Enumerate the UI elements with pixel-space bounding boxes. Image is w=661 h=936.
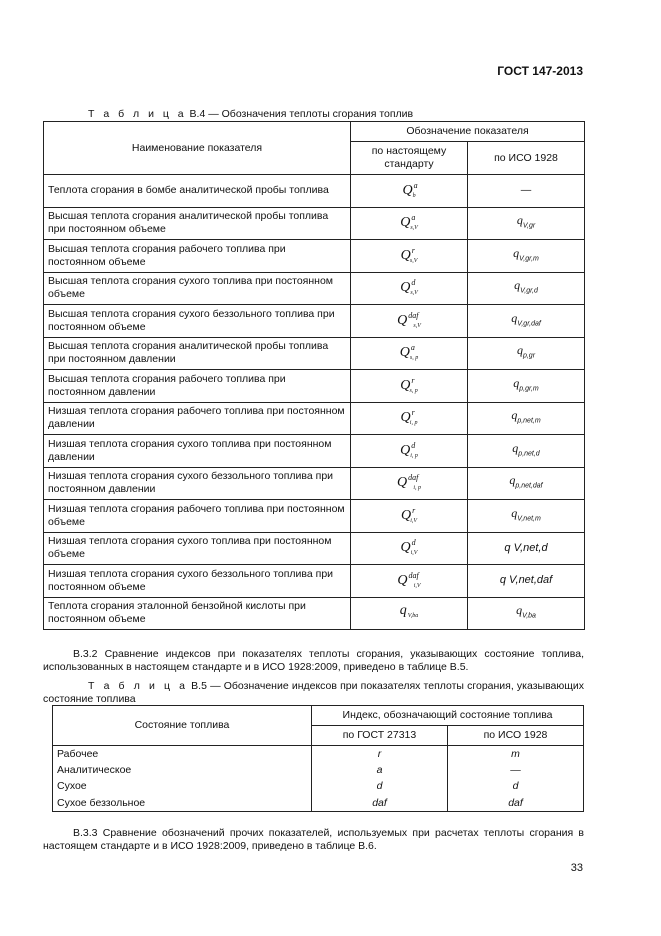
table-row <box>44 467 585 500</box>
row-state: Сухое <box>53 779 312 796</box>
table-row <box>44 240 585 273</box>
row-symbol-std: $Q^r_{i, p}$ <box>351 402 468 435</box>
row-symbol-std: $Q^r_{s,V}$ <box>351 240 468 273</box>
row-symbol-std: $Q^d_{i, p}$ <box>351 435 468 468</box>
table-row <box>44 402 585 435</box>
row-symbol-iso: $q_{V,gr,d}$ <box>468 272 585 305</box>
row-index-iso: m <box>448 746 584 763</box>
row-symbol-iso: q V,net,daf <box>468 565 585 598</box>
row-symbol-std: $Q^a_b$ <box>351 175 468 208</box>
document-code: ГОСТ 147-2013 <box>497 64 583 78</box>
paragraph-b32: В.3.2 Сравнение индексов при показателях теплоты сгорания, указывающих состояние топлива, использованных в настоящем стандарте и в ИСО 1928:2009, приведено в таблице В.5. <box>43 648 584 673</box>
row-symbol-std: $q_{V,ba}$ <box>351 597 468 630</box>
col-header-std: по настоящему стандарту <box>351 142 468 175</box>
row-index-gost: d <box>312 779 448 796</box>
col-header-iso1928: по ИСО 1928 <box>448 726 584 746</box>
row-symbol-std: $Q^a_{s, p}$ <box>351 337 468 370</box>
table-row <box>44 207 585 240</box>
table-row <box>53 795 584 812</box>
row-symbol-iso: $q_{V,ba}$ <box>468 597 585 630</box>
row-symbol-iso: $q_{V,gr,m}$ <box>468 240 585 273</box>
row-index-iso: — <box>448 762 584 779</box>
row-symbol-iso: q V,net,d <box>468 532 585 565</box>
row-name: Высшая теплота сгорания сухого беззольного топлива при постоянном объеме <box>44 305 351 338</box>
col-header-state: Состояние топлива <box>53 706 312 746</box>
table-b5-body <box>53 746 584 812</box>
row-index-iso: d <box>448 779 584 796</box>
col-header-group: Обозначение показателя <box>351 122 585 142</box>
row-symbol-iso: $q_{V,gr}$ <box>468 207 585 240</box>
paragraph-b33: В.3.3 Сравнение обозначений прочих показателей, используемых при расчетах теплоты сгорания в настоящем стандарте и в ИСО 1928:2009, приведено в таблице В.6. <box>43 827 584 852</box>
row-symbol-std: $Q^d_{i,V}$ <box>351 532 468 565</box>
table-row <box>44 272 585 305</box>
row-name: Высшая теплота сгорания аналитической пробы топлива при постоянном давлении <box>44 337 351 370</box>
table-row <box>53 779 584 796</box>
row-index-gost: r <box>312 746 448 763</box>
page-number: 33 <box>570 862 583 874</box>
row-symbol-std: $Q^a_{s,V}$ <box>351 207 468 240</box>
row-symbol-iso: $q_{V,gr,daf}$ <box>468 305 585 338</box>
row-name: Низшая теплота сгорания сухого топлива при постоянном давлении <box>44 435 351 468</box>
row-name: Высшая теплота сгорания сухого топлива при постоянном объеме <box>44 272 351 305</box>
table-b4-body <box>44 175 585 630</box>
row-symbol-std: $Q^r_{s, p}$ <box>351 370 468 403</box>
col-header-name: Наименование показателя <box>44 122 351 175</box>
table-row <box>44 370 585 403</box>
table-row <box>53 762 584 779</box>
table-b5 <box>52 705 584 812</box>
row-symbol-iso: $q_{p,gr}$ <box>468 337 585 370</box>
table-b4 <box>43 121 585 630</box>
table-b5-caption: Т а б л и ц а В.5 — Обозначение индексов при показателях теплоты сгорания, указывающих состояние топлива <box>43 680 584 705</box>
row-symbol-iso: $q_{p,net,m}$ <box>468 402 585 435</box>
table-row <box>44 175 585 208</box>
table-row <box>44 532 585 565</box>
row-name: Высшая теплота сгорания аналитической пробы топлива при постоянном объеме <box>44 207 351 240</box>
table-row <box>44 597 585 630</box>
row-state: Сухое беззольное <box>53 795 312 812</box>
table-row <box>53 746 584 763</box>
col-header-gost: по ГОСТ 27313 <box>312 726 448 746</box>
table-row <box>44 565 585 598</box>
row-symbol-std: $Q^{daf}_{i,V}$ <box>351 565 468 598</box>
row-name: Низшая теплота сгорания рабочего топлива при постоянном объеме <box>44 500 351 533</box>
col-header-index-group: Индекс, обозначающий состояние топлива <box>312 706 584 726</box>
row-symbol-iso: $q_{V,net,m}$ <box>468 500 585 533</box>
row-symbol-std: $Q^{daf}_{i, p}$ <box>351 467 468 500</box>
row-symbol-std: $Q^d_{s,V}$ <box>351 272 468 305</box>
row-symbol-iso: — <box>468 175 585 208</box>
table-row <box>44 305 585 338</box>
row-name: Низшая теплота сгорания сухого беззольного топлива при постоянном объеме <box>44 565 351 598</box>
row-name: Низшая теплота сгорания сухого беззольного топлива при постоянном давлении <box>44 467 351 500</box>
table-row <box>44 337 585 370</box>
row-index-iso: daf <box>448 795 584 812</box>
row-symbol-iso: $q_{p,net,d}$ <box>468 435 585 468</box>
row-name: Теплота сгорания в бомбе аналитической пробы топлива <box>44 175 351 208</box>
row-state: Аналитическое <box>53 762 312 779</box>
table-row <box>44 500 585 533</box>
row-index-gost: a <box>312 762 448 779</box>
row-symbol-std: $Q^{daf}_{s,V}$ <box>351 305 468 338</box>
table-row <box>44 435 585 468</box>
row-index-gost: daf <box>312 795 448 812</box>
row-name: Низшая теплота сгорания рабочего топлива при постоянном давлении <box>44 402 351 435</box>
col-header-iso: по ИСО 1928 <box>468 142 585 175</box>
row-name: Теплота сгорания эталонной бензойной кислоты при постоянном объеме <box>44 597 351 630</box>
table-b4-caption: Т а б л и ц а В.4 — Обозначения теплоты сгорания топлив <box>88 108 414 120</box>
row-symbol-iso: $q_{p,net,daf}$ <box>468 467 585 500</box>
row-name: Высшая теплота сгорания рабочего топлива при постоянном объеме <box>44 240 351 273</box>
row-name: Высшая теплота сгорания рабочего топлива при постоянном давлении <box>44 370 351 403</box>
row-symbol-std: $Q^r_{i,V}$ <box>351 500 468 533</box>
row-state: Рабочее <box>53 746 312 763</box>
row-symbol-iso: $q_{p,gr,m}$ <box>468 370 585 403</box>
row-name: Низшая теплота сгорания сухого топлива при постоянном объеме <box>44 532 351 565</box>
